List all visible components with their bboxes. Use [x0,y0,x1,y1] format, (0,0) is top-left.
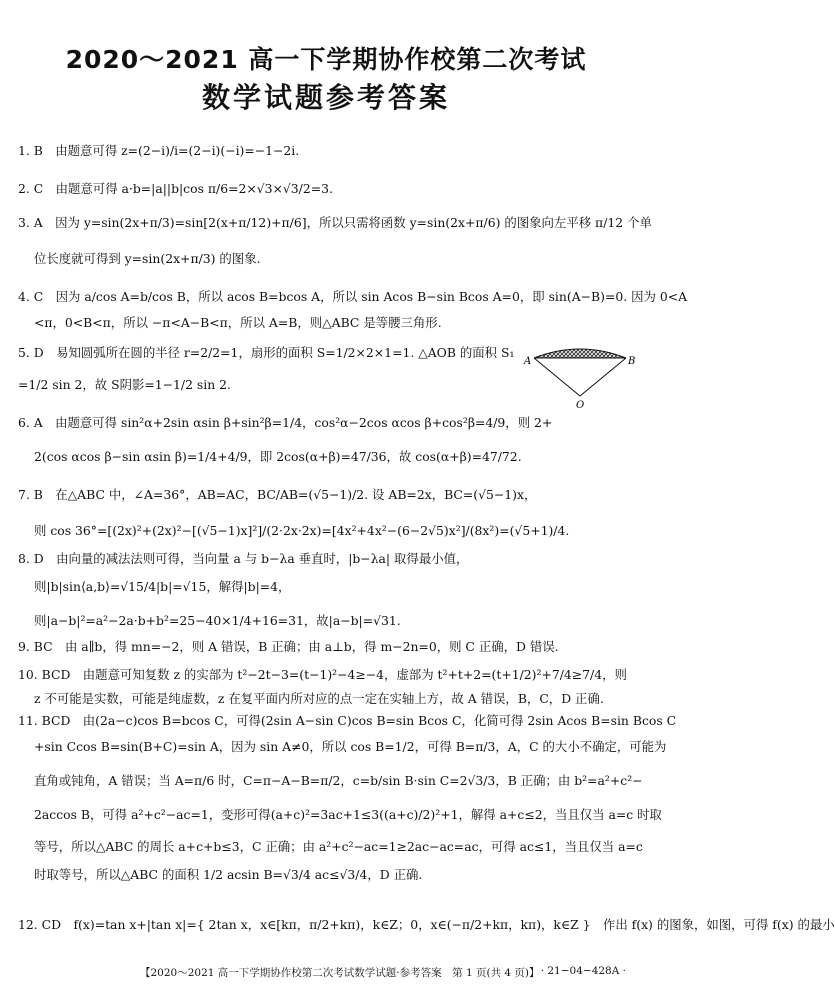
answer-line-11-cont2: 直角或钝角，A 错误；当 A=π/6 时，C=π−A−B=π/2，c=b/sin B·sin C=2√3/3，B 正确；由 b²=a²+c²− [34,773,643,788]
shaded-segment [534,349,626,358]
answer-line-6: 6. A 由题意可得 sin²α+2sin αsin β+sin²β=1/4，cos²α−2cos αcos β+cos²β=4/9，则 2+ [18,415,553,430]
answer-line-9: 9. BC 由 a∥b，得 mn=−2，则 A 错误，B 正确；由 a⊥b，得 m−2n=0，则 C 正确，D 错误. [18,639,559,654]
answer-line-11-cont4: 等号，所以△ABC 的周长 a+c+b≤3，C 正确；由 a²+c²−ac=1≥2ac−ac=ac，可得 ac≤1，当且仅当 a=c [34,839,643,854]
answer-line-10: 10. BCD 由题意可知复数 z 的实部为 t²−2t−3=(t−1)²−4≥−4，虚部为 t²+t+2=(t+1/2)²+7/4≥7/4，则 [18,667,627,682]
footer-text: 【2020～2021 高一下学期协作校第二次考试数学试题·参考答案 第 1 页(共 4 页)】 [140,967,540,979]
radius-oa [534,358,580,396]
answer-line-8-cont1: 则|b|sin⟨a,b⟩=√15/4|b|=√15，解得|b|=4， [34,579,291,594]
answer-line-3: 3. A 因为 y=sin(2x+π/3)=sin[2(x+π/12)+π/6]，所以只需将函数 y=sin(2x+π/6) 的图象向左平移 π/12 个单 [18,215,652,230]
answer-line-8: 8. D 由向量的减法法则可得，当向量 a 与 b−λa 垂直时，|b−λa| 取得最小值， [18,551,469,566]
answer-line-7-cont: 则 cos 36°=[(2x)²+(2x)²−[(√5−1)x]²]/(2·2x·2x)=[4x²+4x²−(6−2√5)x²]/(8x²)=(√5+1)/4. [34,523,570,538]
footer-code: · 21−04−428A · [540,965,626,977]
sector-figure [520,340,640,412]
answer-line-11-cont1: +sin Ccos B=sin(B+C)=sin A，因为 sin A≠0，所以 cos B=1/2，可得 B=π/3，A，C 的大小不确定，可能为 [34,739,667,754]
answer-line-4: 4. C 因为 a/cos A=b/cos B，所以 acos B=bcos A，所以 sin Acos B−sin Bcos A=0，即 sin(A−B)=0. 因为 0<A [18,289,688,304]
answer-line-12: 12. CD f(x)=tan x+|tan x|={ 2tan x，x∈[kπ，π/2+kπ)，k∈Z；0，x∈(−π/2+kπ，kπ)，k∈Z } 作出 f(x) 的图象，如图，可得 f(x) 的最小 [18,917,835,932]
answer-line-5: 5. D 易知圆弧所在圆的半径 r=2/2=1，扇形的面积 S=1/2×2×1=1. △AOB 的面积 S₁ [18,345,515,360]
answer-line-3-cont: 位长度就可得到 y=sin(2x+π/3) 的图象. [34,251,261,266]
document-subtitle: 数学试题参考答案 [201,81,450,114]
label-o: O [576,400,585,411]
document-title: 2020～2021 高一下学期协作校第二次考试 [65,45,587,74]
answer-line-10-cont: z 不可能是实数，可能是纯虚数，z 在复平面内所对应的点一定在实轴上方，故 A 错误，B，C，D 正确. [34,691,604,706]
sector-diagram [520,340,640,412]
answer-line-11-cont5: 时取等号，所以△ABC 的面积 1/2 acsin B=√3/4 ac≤√3/4，D 正确. [34,867,423,882]
answer-line-2: 2. C 由题意可得 a·b=|a||b|cos π/6=2×√3×√3/2=3. [18,181,333,196]
answer-line-4-cont: <π，0<B<π，所以 −π<A−B<π，所以 A=B，则△ABC 是等腰三角形. [34,315,442,330]
answer-line-1: 1. B 由题意可得 z=(2−i)/i=(2−i)(−i)=−1−2i. [18,143,300,158]
label-a: A [524,356,532,367]
answer-line-11: 11. BCD 由(2a−c)cos B=bcos C，可得(2sin A−sin C)cos B=sin Bcos C，化简可得 2sin Acos B=sin Bcos C [18,713,677,728]
answer-line-8-cont2: 则|a−b|²=a²−2a·b+b²=25−40×1/4+16=31，故|a−b|=√31. [34,613,401,628]
label-b: B [628,356,636,367]
answer-line-5-cont: =1/2 sin 2，故 S阴影=1−1/2 sin 2. [18,377,231,392]
answer-line-7: 7. B 在△ABC 中，∠A=36°，AB=AC，BC/AB=(√5−1)/2. 设 AB=2x，BC=(√5−1)x， [18,487,537,502]
answer-line-6-cont: 2(cos αcos β−sin αsin β)=1/4+4/9，即 2cos(α+β)=47/36，故 cos(α+β)=47/72. [34,449,522,464]
answer-line-11-cont3: 2accos B，可得 a²+c²−ac=1，变形可得(a+c)²=3ac+1≤3((a+c)/2)²+1，解得 a+c≤2，当且仅当 a=c 时取 [34,807,662,822]
radius-ob [580,358,626,396]
page-footer [140,965,640,980]
